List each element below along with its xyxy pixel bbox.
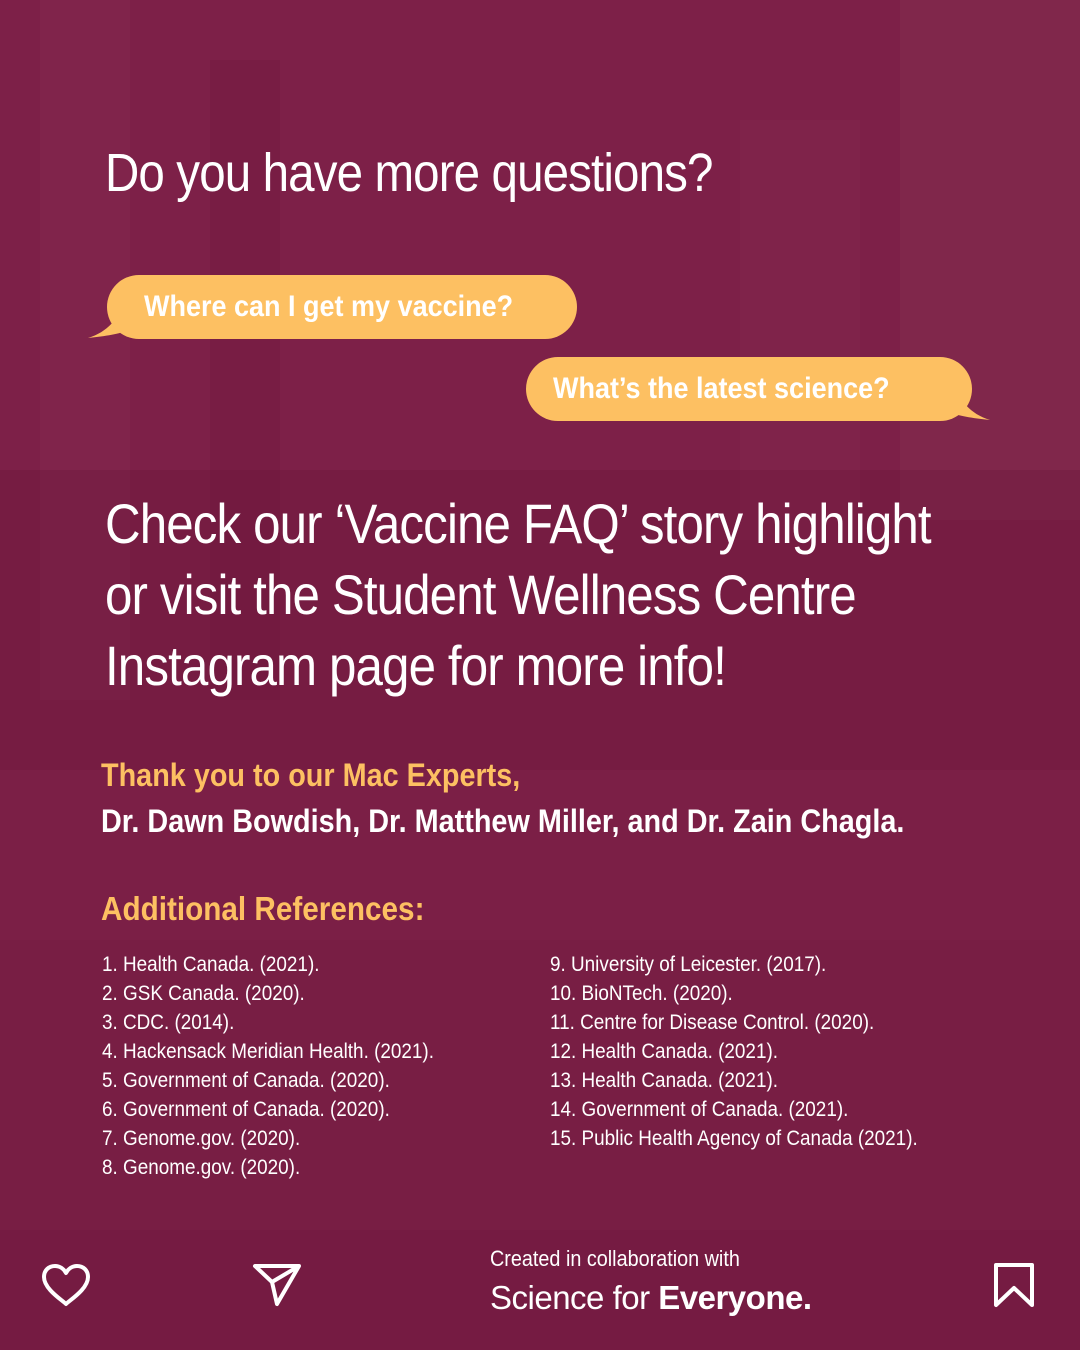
question-bubble-text: Where can I get my vaccine? (144, 290, 514, 323)
reference-item: 7. Genome.gov. (2020). (102, 1127, 301, 1150)
heart-icon[interactable] (40, 1262, 92, 1308)
brand-regular: Science for (490, 1279, 659, 1316)
references-heading: Additional References: (101, 890, 425, 927)
reference-item: 4. Hackensack Meridian Health. (2021). (102, 1040, 434, 1063)
question-bubble-text: What’s the latest science? (553, 372, 890, 405)
collaboration-credit (490, 1245, 812, 1317)
reference-item: 15. Public Health Agency of Canada (2021). (550, 1127, 918, 1150)
info-message (105, 488, 950, 701)
info-line: Check our ‘Vaccine FAQ’ story highlight (105, 492, 931, 555)
info-line: or visit the Student Wellness Centre (105, 563, 856, 626)
reference-item: 11. Centre for Disease Control. (2020). (550, 1011, 875, 1034)
expert-names: Dr. Dawn Bowdish, Dr. Matthew Miller, and Dr. Zain Chagla. (101, 803, 905, 839)
reference-item: 6. Government of Canada. (2020). (102, 1098, 390, 1121)
question-bubble-vaccine-location (107, 275, 577, 339)
reference-item: 12. Health Canada. (2021). (550, 1040, 779, 1063)
brand-logo-text (490, 1279, 812, 1317)
reference-item: 14. Government of Canada. (2021). (550, 1098, 849, 1121)
reference-item: 3. CDC. (2014). (102, 1011, 235, 1034)
reference-item: 10. BioNTech. (2020). (550, 982, 733, 1005)
reference-item: 13. Health Canada. (2021). (550, 1069, 779, 1092)
references-column-1 (102, 950, 434, 1182)
reference-item: 9. University of Leicester. (2017). (550, 953, 827, 976)
brand-bold: Everyone. (658, 1279, 812, 1316)
reference-item: 5. Government of Canada. (2020). (102, 1069, 390, 1092)
question-bubble-latest-science (526, 357, 972, 421)
reference-item: 1. Health Canada. (2021). (102, 953, 320, 976)
reference-item: 2. GSK Canada. (2020). (102, 982, 305, 1005)
page-title: Do you have more questions? (105, 143, 713, 203)
thanks-heading: Thank you to our Mac Experts, (101, 757, 521, 793)
info-line: Instagram page for more info! (105, 634, 726, 697)
reference-item: 8. Genome.gov. (2020). (102, 1156, 301, 1179)
collaboration-text: Created in collaboration with (490, 1246, 740, 1271)
send-icon[interactable] (252, 1262, 302, 1308)
bookmark-icon[interactable] (992, 1262, 1036, 1308)
references-column-2 (550, 950, 918, 1153)
